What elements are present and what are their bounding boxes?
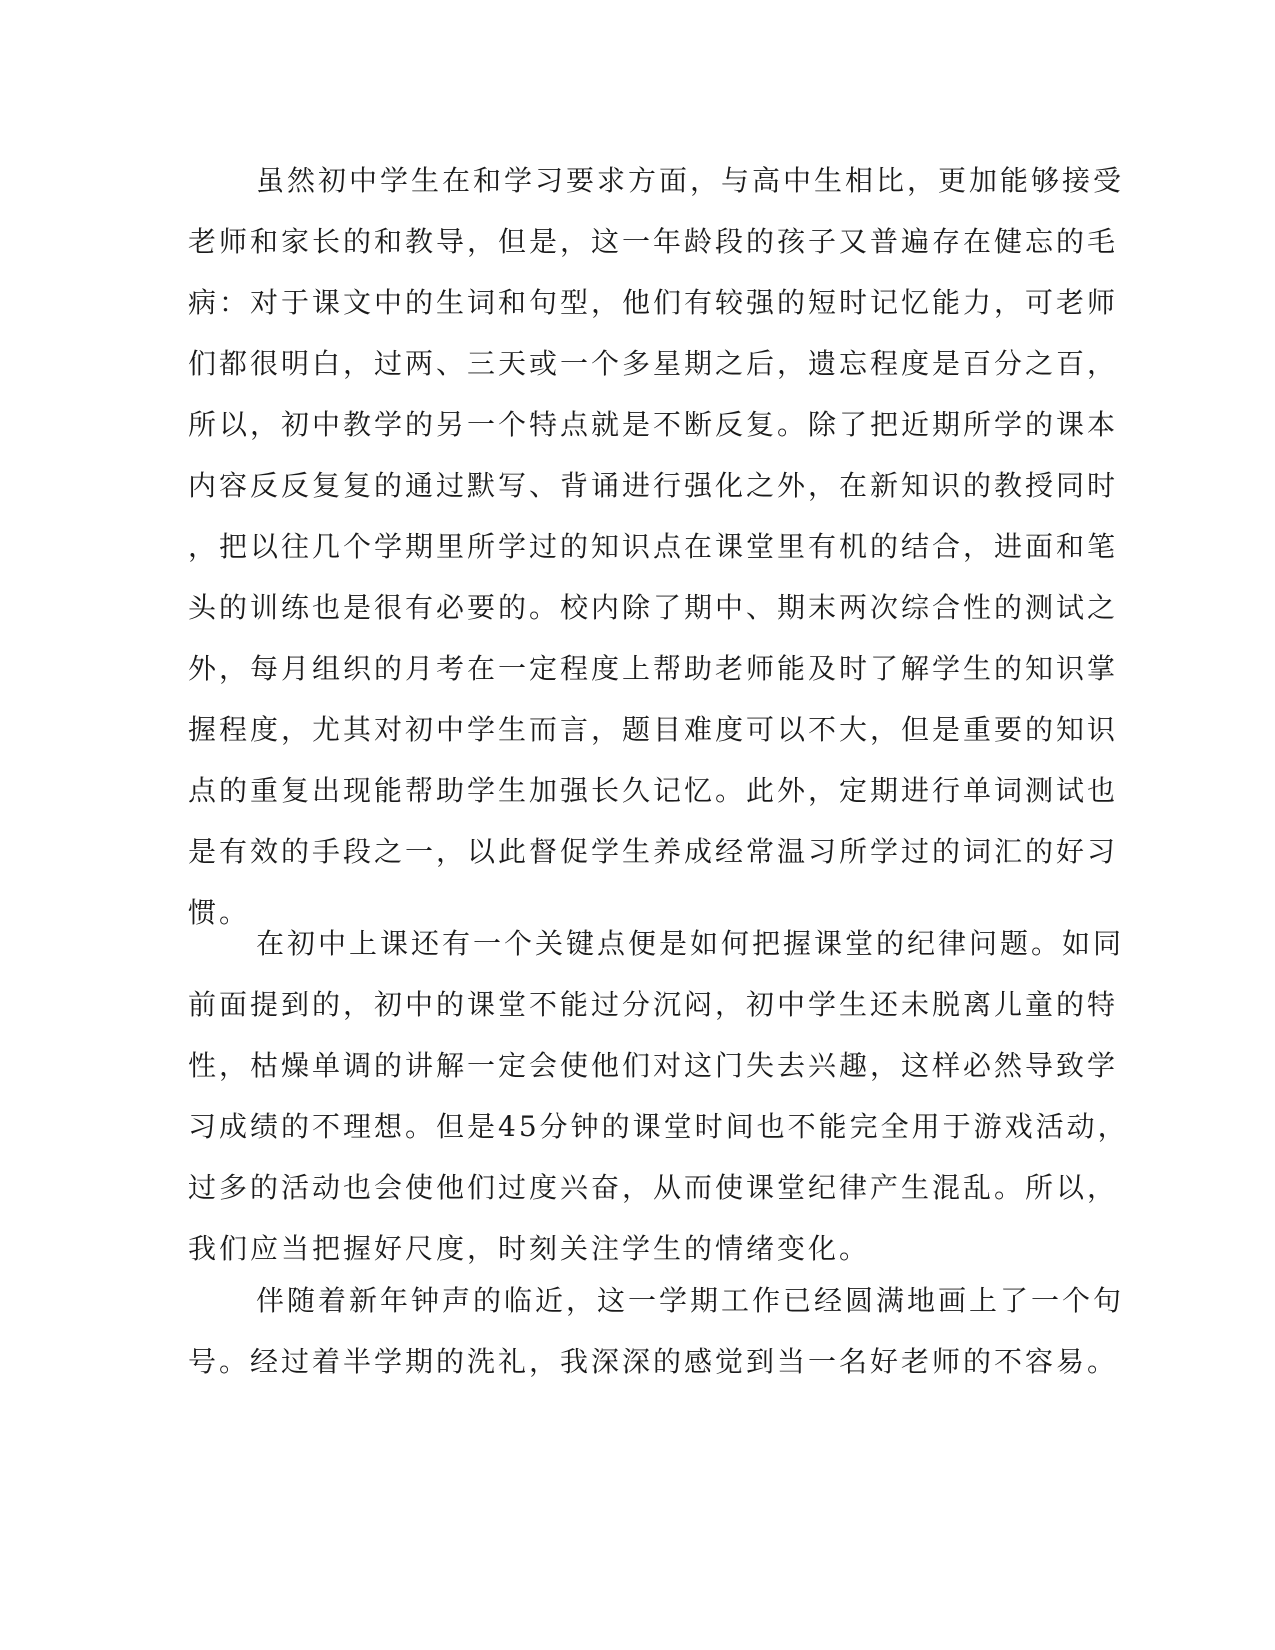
text-line: 在初中上课还有一个关键点便是如何把握课堂的纪律问题。如同: [256, 927, 1125, 960]
text-line: 号。经过着半学期的洗礼，我深深的感觉到当一名好老师的不容易。: [188, 1345, 1119, 1378]
text-line: 外，每月组织的月考在一定程度上帮助老师能及时了解学生的知识掌: [188, 652, 1119, 685]
text-line: 伴随着新年钟声的临近，这一学期工作已经圆满地画上了一个句: [256, 1284, 1125, 1317]
text-line: 病：对于课文中的生词和句型，他们有较强的短时记忆能力，可老师: [188, 286, 1119, 319]
text-line: 习成绩的不理想。但是45分钟的课堂时间也不能完全用于游戏活动，: [188, 1110, 1129, 1143]
text-line: 惯。: [188, 896, 251, 929]
text-line: 点的重复出现能帮助学生加强长久记忆。此外，定期进行单词测试也: [188, 774, 1119, 807]
text-line: 前面提到的，初中的课堂不能过分沉闷，初中学生还未脱离儿童的特: [188, 988, 1119, 1021]
paragraph-3: [188, 1270, 1125, 1392]
paragraph-1: [188, 150, 1125, 943]
text-line: 内容反反复复的通过默写、背诵进行强化之外，在新知识的教授同时: [188, 469, 1119, 502]
text-line: 性，枯燥单调的讲解一定会使他们对这门失去兴趣，这样必然导致学: [188, 1049, 1119, 1082]
text-line: 是有效的手段之一，以此督促学生养成经常温习所学过的词汇的好习: [188, 835, 1119, 868]
text-line: 头的训练也是很有必要的。校内除了期中、期末两次综合性的测试之: [188, 591, 1119, 624]
text-line: 我们应当把握好尺度，时刻关注学生的情绪变化。: [188, 1232, 871, 1265]
paragraph-2: [188, 913, 1129, 1279]
text-line: 们都很明白，过两、三天或一个多星期之后，遗忘程度是百分之百，: [188, 347, 1119, 380]
text-line: 握程度，尤其对初中学生而言，题目难度可以不大，但是重要的知识: [188, 713, 1119, 746]
text-line: 所以，初中教学的另一个特点就是不断反复。除了把近期所学的课本: [188, 408, 1119, 441]
text-line: 老师和家长的和教导，但是，这一年龄段的孩子又普遍存在健忘的毛: [188, 225, 1119, 258]
text-line: ，把以往几个学期里所学过的知识点在课堂里有机的结合，进面和笔: [188, 530, 1119, 563]
text-line: 过多的活动也会使他们过度兴奋，从而使课堂纪律产生混乱。所以，: [188, 1171, 1119, 1204]
text-line: 虽然初中学生在和学习要求方面，与高中生相比，更加能够接受: [256, 164, 1125, 197]
